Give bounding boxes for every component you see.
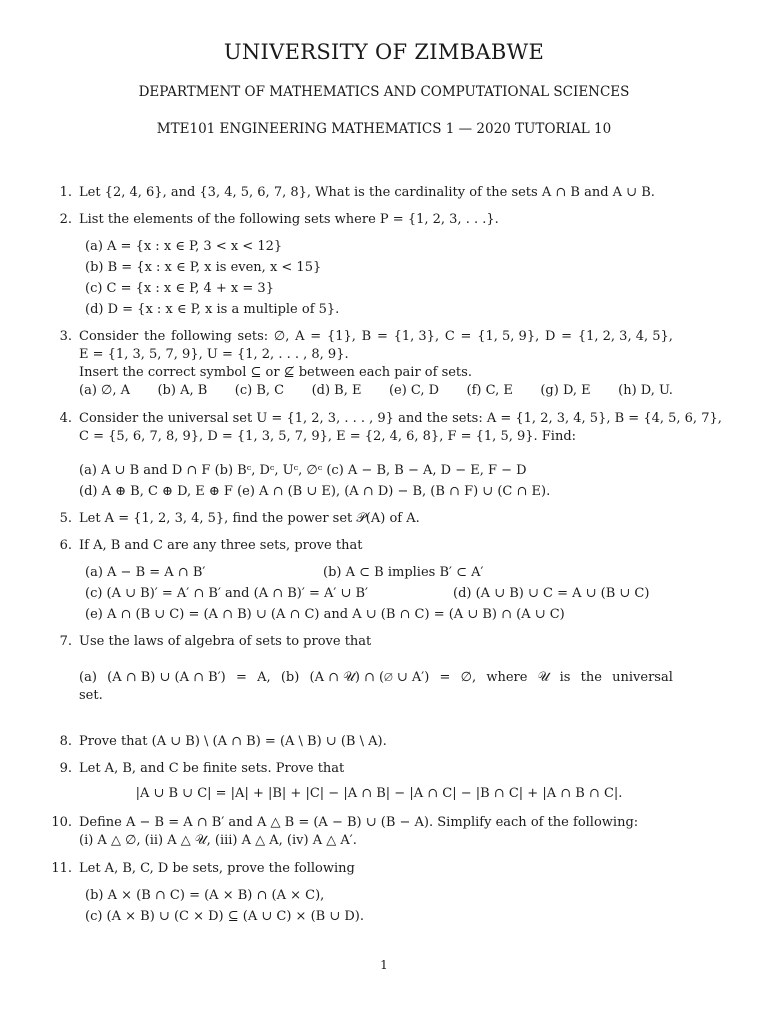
q11-part-c: (c) (A × B) ∪ (C × D) ⊆ (A ∪ C) × (B ∪ D).: [85, 909, 364, 924]
q4-row-1: (a) A ∪ B and D ∩ F (b) Bᶜ, Dᶜ, Uᶜ, ∅ᶜ (c) A − B, B − A, D − E, F − D: [79, 463, 527, 478]
q7-text: Use the laws of algebra of sets to prove that: [79, 634, 372, 649]
q2-part-c: (c) C = {x : x ∈ P, 4 + x = 3}: [85, 281, 274, 296]
q10-line-1: Define A − B = A ∩ B′ and A △ B = (A − B) ∪ (B − A). Simplify each of the following:: [79, 815, 639, 830]
q9-text: Let A, B, and C be finite sets. Prove that: [79, 761, 345, 776]
q11-part-b: (b) A × (B ∩ C) = (A × B) ∩ (A × C),: [85, 888, 325, 903]
course-title: MTE101 ENGINEERING MATHEMATICS 1 — 2020 TUTORIAL 10: [156, 121, 612, 137]
q3-part: (c) B, C: [234, 383, 285, 398]
q3-part: (d) B, E: [311, 383, 362, 398]
university-title: UNIVERSITY OF ZIMBABWE: [223, 40, 545, 64]
q3-part: (h) D, U.: [618, 383, 673, 398]
q5-text: Let A = {1, 2, 3, 4, 5}, find the power set 𝒫(A) of A.: [79, 511, 420, 526]
q11-text: Let A, B, C, D be sets, prove the following: [79, 861, 355, 876]
q4-row-2: (d) A ⊕ B, C ⊕ D, E ⊕ F (e) A ∩ (B ∪ E), (A ∩ D) − B, (B ∩ F) ∪ (C ∩ E).: [79, 484, 551, 499]
q6-text: If A, B and C are any three sets, prove that: [79, 538, 363, 553]
q11-number: 11.: [51, 861, 72, 876]
q2-text: List the elements of the following sets where P = {1, 2, 3, . . .}.: [79, 212, 499, 227]
q3-part: (f) C, E: [466, 383, 513, 398]
q2-part-b: (b) B = {x : x ∈ P, x is even, x < 15}: [85, 260, 322, 275]
q3-part: (b) A, B: [157, 383, 208, 398]
q7-line-1: (a) (A ∩ B) ∪ (A ∩ B′) = A, (b) (A ∩ 𝒰) ∩ (∅ ∪ A′) = ∅, where 𝒰 is the universal: [79, 670, 673, 685]
q3-parts: [79, 383, 673, 399]
q6-number: 6.: [59, 538, 72, 553]
q3-line-3: Insert the correct symbol ⊆ or ⊈ between each pair of sets.: [79, 365, 472, 380]
q9-formula: |A ∪ B ∪ C| = |A| + |B| + |C| − |A ∩ B| − |A ∩ C| − |B ∩ C| + |A ∩ B ∩ C|.: [135, 786, 623, 801]
q3-part: (e) C, D: [388, 383, 440, 398]
q4-line-2: C = {5, 6, 7, 8, 9}, D = {1, 3, 5, 7, 9}, E = {2, 4, 6, 8}, F = {1, 5, 9}. Find:: [79, 429, 577, 444]
q8-number: 8.: [59, 734, 72, 749]
q4-number: 4.: [59, 411, 72, 426]
q7-line-2: set.: [79, 688, 103, 703]
q5-number: 5.: [59, 511, 72, 526]
q3-number: 3.: [59, 329, 72, 344]
q2-number: 2.: [59, 212, 72, 227]
q6-part-a: (a) A − B = A ∩ B′: [85, 565, 206, 580]
q3-part: (a) ∅, A: [79, 383, 131, 398]
q9-number: 9.: [59, 761, 72, 776]
q1-number: 1.: [59, 185, 72, 200]
department-title: DEPARTMENT OF MATHEMATICS AND COMPUTATIONAL SCIENCES: [138, 84, 630, 100]
q4-line-1: Consider the universal set U = {1, 2, 3, . . . , 9} and the sets: A = {1, 2, 3, 4, 5}, B = {4, 5, 6, 7},: [79, 411, 722, 426]
q3-line-1: Consider the following sets: ∅, A = {1}, B = {1, 3}, C = {1, 5, 9}, D = {1, 2, 3, 4, 5},: [79, 329, 673, 344]
q10-number: 10.: [51, 815, 72, 830]
q2-part-a: (a) A = {x : x ∈ P, 3 < x < 12}: [85, 239, 283, 254]
q6-part-c: (c) (A ∪ B)′ = A′ ∩ B′ and (A ∩ B)′ = A′ ∪ B′: [85, 586, 368, 601]
q8-text: Prove that (A ∪ B) \ (A ∩ B) = (A \ B) ∪ (B \ A).: [79, 734, 387, 749]
page-number: 1: [380, 958, 388, 972]
q3-line-2: E = {1, 3, 5, 7, 9}, U = {1, 2, . . . , 8, 9}.: [79, 347, 349, 362]
q2-part-d: (d) D = {x : x ∈ P, x is a multiple of 5}.: [85, 302, 340, 317]
q6-part-d: (d) (A ∪ B) ∪ C = A ∪ (B ∪ C): [453, 586, 650, 601]
q10-line-2: (i) A △ ∅, (ii) A △ 𝒰, (iii) A △ A, (iv) A △ A′.: [79, 833, 357, 848]
q1-text: Let {2, 4, 6}, and {3, 4, 5, 6, 7, 8}, What is the cardinality of the sets A ∩ B and A ∪ B.: [79, 185, 655, 200]
q6-part-e: (e) A ∩ (B ∪ C) = (A ∩ B) ∪ (A ∩ C) and A ∪ (B ∩ C) = (A ∪ B) ∩ (A ∪ C): [85, 607, 565, 622]
q3-part: (g) D, E: [540, 383, 591, 398]
q6-part-b: (b) A ⊂ B implies B′ ⊂ A′: [323, 565, 484, 580]
q7-number: 7.: [59, 634, 72, 649]
